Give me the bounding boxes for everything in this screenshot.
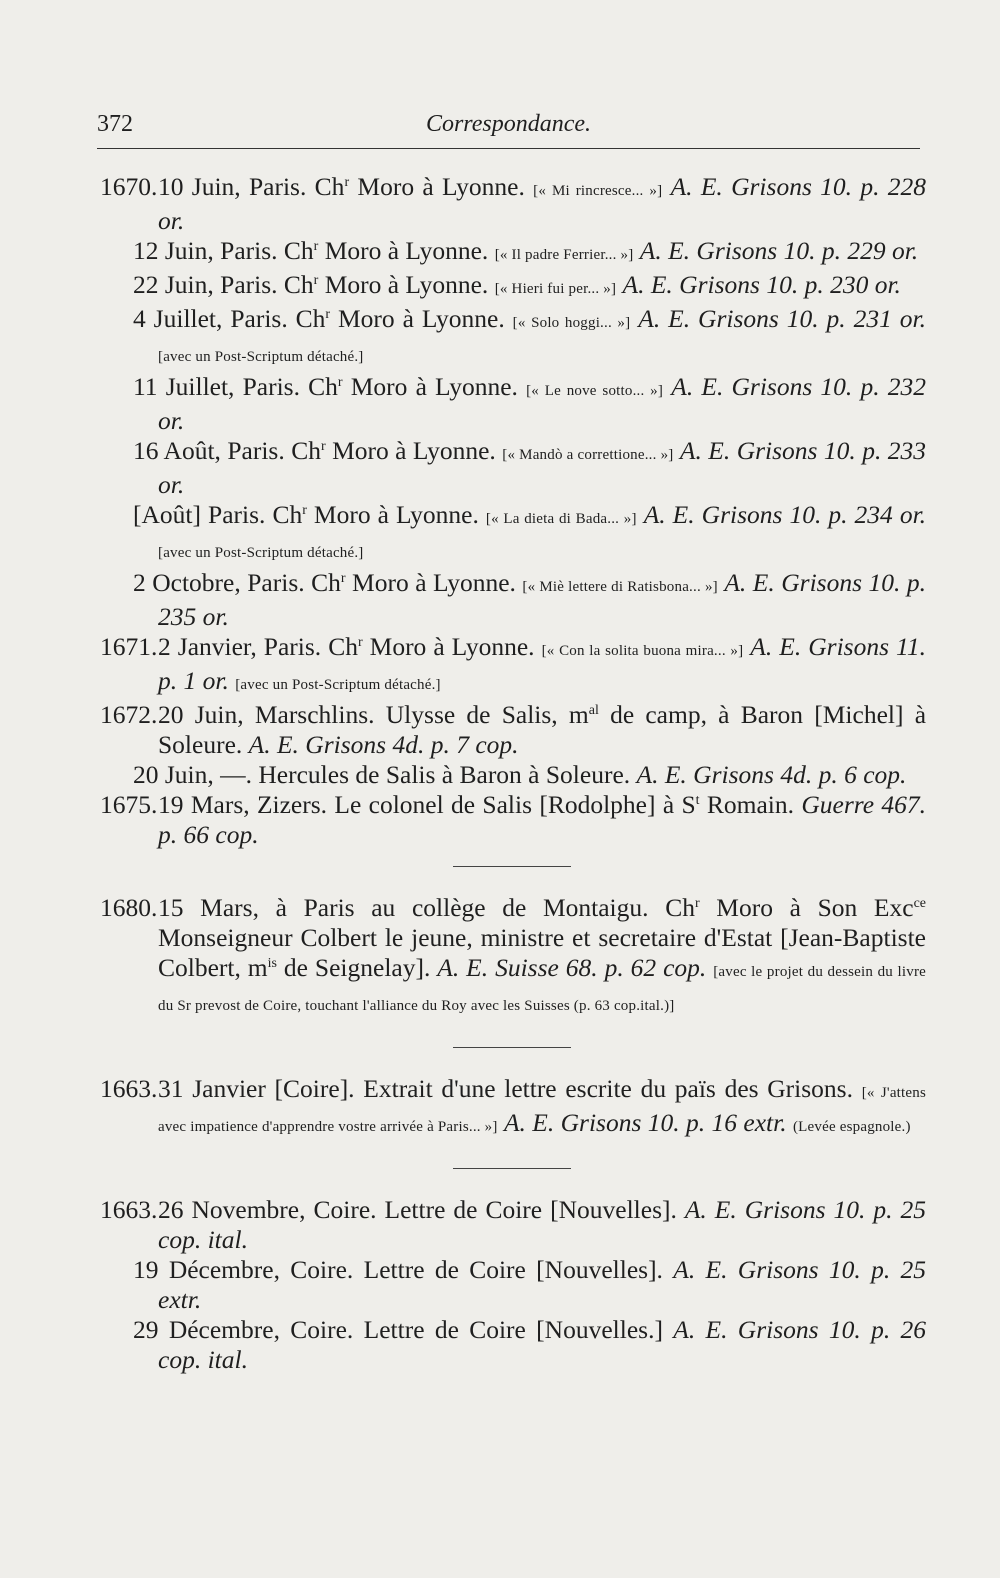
entry-date: 11 Juillet, Paris. xyxy=(133,372,300,401)
document-section xyxy=(100,1195,926,1375)
entry-note: (Levée espagnole.) xyxy=(792,1119,911,1135)
archive-reference: Guerre 467. p. 66 cop. xyxy=(158,790,927,849)
incipit: [« Le nove sotto... »] xyxy=(526,383,664,399)
entry-text: Lettre de Coire [Nouvelles]. xyxy=(384,1195,677,1224)
letter-entry xyxy=(100,304,926,372)
entry-date: 19 Mars, Zizers. xyxy=(158,790,328,819)
entry-text: Ch xyxy=(311,568,341,597)
entry-text: Moro à Lyonne. xyxy=(345,568,516,597)
entry-year: 1671. xyxy=(100,632,158,661)
entry-date: 31 Janvier [Coire]. xyxy=(158,1074,355,1103)
superscript: r xyxy=(340,571,346,586)
incipit: [« Mandò a correttione... »] xyxy=(502,447,674,463)
entry-year: 1672. xyxy=(100,700,158,729)
entry-date: 19 Décembre, Coire. xyxy=(133,1255,354,1284)
incipit: [« J'attens avec impatience d'apprendre vostre arrivée à Paris... »] xyxy=(158,1085,927,1135)
superscript: r xyxy=(325,307,331,322)
entry-text: Ulysse de Salis, m xyxy=(385,700,589,729)
document-section xyxy=(100,893,926,1021)
document-section xyxy=(100,1074,926,1142)
letter-entry xyxy=(100,760,926,790)
archive-reference: A. E. Grisons 10. p. 229 or. xyxy=(639,236,919,265)
entry-text: de Seignelay]. xyxy=(276,953,431,982)
entry-note: [avec le projet du dessein du livre du Sr prevost de Coire, touchant l'alliance du Roy avec les Suisses (p. 63 cop.ital.)] xyxy=(158,964,926,1014)
header-rule xyxy=(97,148,920,149)
superscript: r xyxy=(357,635,363,650)
entry-date: 2 Janvier, Paris. xyxy=(158,632,322,661)
entry-note: [avec un Post-Scriptum détaché.] xyxy=(158,545,364,561)
running-header xyxy=(97,111,920,151)
entry-text: Extrait d'une lettre escrite du païs des Grisons. xyxy=(363,1074,853,1103)
letter-entry xyxy=(100,1255,926,1315)
entry-date: [Août] Paris. xyxy=(133,500,266,529)
entry-text: Moro à Son Exc xyxy=(699,893,914,922)
archive-reference: A. E. Grisons 4d. p. 7 cop. xyxy=(248,730,519,759)
archive-reference: A. E. Grisons 10. p. 25 cop. ital. xyxy=(158,1195,927,1254)
entry-date: 29 Décembre, Coire. xyxy=(133,1315,354,1344)
incipit: [« Hieri fui per... »] xyxy=(494,281,617,297)
entry-text: Monseigneur Colbert le jeune, ministre et secretaire d'Estat [Jean-Baptiste Colbert, m xyxy=(158,923,926,982)
superscript: ce xyxy=(913,896,927,911)
letter-entry xyxy=(100,632,926,700)
superscript: r xyxy=(694,896,700,911)
entry-date: 2 Octobre, Paris. xyxy=(133,568,305,597)
entry-text: Hercules de Salis à Baron à Soleure. xyxy=(258,760,631,789)
incipit: [« Con la solita buona mira... »] xyxy=(541,643,744,659)
letter-entry xyxy=(100,790,926,850)
entry-text: Lettre de Coire [Nouvelles.] xyxy=(363,1315,663,1344)
letter-entry xyxy=(100,236,926,270)
archive-reference: A. E. Grisons 11. p. 1 or. xyxy=(158,632,927,695)
entry-text: Ch xyxy=(291,436,321,465)
superscript: is xyxy=(267,956,277,971)
letter-entry xyxy=(100,436,926,500)
archive-reference: A. E. Grisons 10. p. 228 or. xyxy=(158,172,927,235)
superscript: r xyxy=(313,273,319,288)
entry-text: Moro à Lyonne. xyxy=(318,236,489,265)
entry-text: Moro à Lyonne. xyxy=(349,172,525,201)
archive-reference: A. E. Grisons 10. p. 235 or. xyxy=(158,568,927,631)
letter-entry xyxy=(100,172,926,236)
entry-text: Moro à Lyonne. xyxy=(318,270,489,299)
entry-date: 16 Août, Paris. xyxy=(133,436,285,465)
archive-reference: A. E. Grisons 4d. p. 6 cop. xyxy=(636,760,907,789)
entry-text: Moro à Lyonne. xyxy=(342,372,518,401)
entry-note: [avec un Post-Scriptum détaché.] xyxy=(158,349,364,365)
archive-reference: A. E. Suisse 68. p. 62 cop. xyxy=(437,953,707,982)
entry-text: Ch xyxy=(283,236,314,265)
archive-reference: A. E. Grisons 10. p. 231 or. xyxy=(638,304,927,333)
entry-text: Ch xyxy=(272,500,303,529)
incipit: [« Miè lettere di Ratisbona... »] xyxy=(522,579,718,595)
letter-entry xyxy=(100,500,926,568)
entry-date: 15 Mars, à Paris au collège de Montaigu. xyxy=(158,893,649,922)
superscript: r xyxy=(344,175,350,190)
entry-date: 4 Juillet, Paris. xyxy=(133,304,288,333)
archive-reference: A. E. Grisons 10. p. 230 or. xyxy=(622,270,901,299)
archive-reference: A. E. Grisons 10. p. 233 or. xyxy=(158,436,927,499)
entry-text: Ch xyxy=(308,372,338,401)
entry-date: 10 Juin, Paris. xyxy=(158,172,307,201)
entry-year: 1675. xyxy=(100,790,158,819)
incipit: [« Solo hoggi... »] xyxy=(512,315,631,331)
archive-reference: A. E. Grisons 10. p. 26 cop. ital. xyxy=(158,1315,927,1374)
entry-text: Ch xyxy=(328,632,358,661)
incipit: [« Il padre Ferrier... »] xyxy=(494,247,634,263)
superscript: r xyxy=(313,239,319,254)
entry-date: 20 Juin, —. xyxy=(133,760,253,789)
letter-entry xyxy=(100,893,926,1021)
entry-text: Ch xyxy=(283,270,314,299)
letter-entry xyxy=(100,1074,926,1142)
superscript: t xyxy=(695,793,700,808)
entry-text: Ch xyxy=(314,172,345,201)
entry-date: 26 Novembre, Coire. xyxy=(158,1195,377,1224)
letter-entry xyxy=(100,372,926,436)
archive-reference: A. E. Grisons 10. p. 25 extr. xyxy=(158,1255,927,1314)
entry-date: 22 Juin, Paris. xyxy=(133,270,278,299)
entry-year: 1670. xyxy=(100,172,158,201)
entry-text: Le colonel de Salis [Rodolphe] à S xyxy=(334,790,696,819)
running-title: Correspondance. xyxy=(425,111,592,137)
entry-text: Moro à Lyonne. xyxy=(306,500,479,529)
entry-year: 1663. xyxy=(100,1074,158,1103)
letter-entry xyxy=(100,1315,926,1375)
letter-entry xyxy=(100,568,926,632)
incipit: [« Mi rincresce... »] xyxy=(533,183,663,199)
entry-text: de camp, à Baron [Michel] à Soleure. xyxy=(158,700,927,759)
letter-entry xyxy=(100,1195,926,1255)
entry-text: Moro à Lyonne. xyxy=(362,632,535,661)
entry-text: Romain. xyxy=(699,790,795,819)
letter-entry xyxy=(100,700,926,760)
incipit: [« La dieta di Bada... »] xyxy=(485,511,637,527)
entry-text: Moro à Lyonne. xyxy=(325,436,496,465)
entry-text: Ch xyxy=(295,304,326,333)
entry-year: 1680. xyxy=(100,893,158,922)
superscript: al xyxy=(588,703,599,718)
entry-text: Ch xyxy=(665,893,695,922)
superscript: r xyxy=(302,503,307,518)
entry-text: Moro à Lyonne. xyxy=(330,304,505,333)
document-body xyxy=(100,172,926,1375)
entry-note: [avec un Post-Scriptum détaché.] xyxy=(235,677,441,693)
superscript: r xyxy=(337,375,343,390)
superscript: r xyxy=(320,439,326,454)
entry-date: 12 Juin, Paris. xyxy=(133,236,278,265)
archive-reference: A. E. Grisons 10. p. 16 extr. xyxy=(503,1108,787,1137)
entry-year: 1663. xyxy=(100,1195,158,1224)
letter-entry xyxy=(100,270,926,304)
archive-reference: A. E. Grisons 10. p. 232 or. xyxy=(158,372,927,435)
entry-text: Lettre de Coire [Nouvelles]. xyxy=(363,1255,663,1284)
archive-reference: A. E. Grisons 10. p. 234 or. xyxy=(643,500,927,529)
document-section xyxy=(100,172,926,850)
entry-date: 20 Juin, Marschlins. xyxy=(158,700,375,729)
page-number: 372 xyxy=(97,111,133,137)
